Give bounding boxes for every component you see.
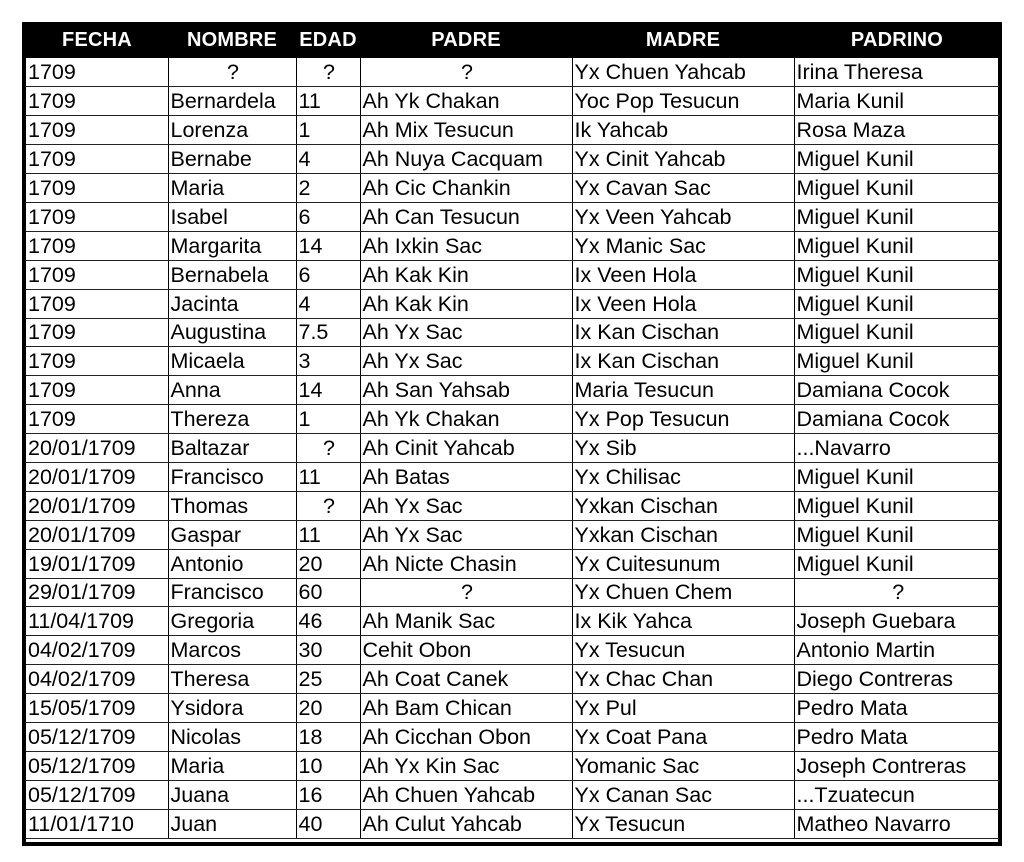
table-row xyxy=(26,549,1000,578)
cell-edad: 1 xyxy=(296,405,360,434)
cell-nombre: Augustina xyxy=(168,318,296,347)
cell-madre: Yx Coat Pana xyxy=(572,722,794,751)
cell-nombre: Bernabe xyxy=(168,145,296,174)
cell-padre: Ah Yx Sac xyxy=(360,491,572,520)
cell-edad: 6 xyxy=(296,202,360,231)
cell-fecha: 11/01/1710 xyxy=(26,809,168,838)
cell-padrino: Miguel Kunil xyxy=(794,289,1000,318)
cell-padrino: Matheo Navarro xyxy=(794,809,1000,838)
cell-padrino: Diego Contreras xyxy=(794,665,1000,694)
cell-nombre: Marcos xyxy=(168,636,296,665)
cell-edad: 16 xyxy=(296,780,360,809)
cell-padre: Ah Yx Sac xyxy=(360,318,572,347)
cell-padrino: Antonio Martin xyxy=(794,636,1000,665)
table-row xyxy=(26,665,1000,694)
header-row xyxy=(26,22,1000,58)
table-row xyxy=(26,116,1000,145)
cell-edad: 2 xyxy=(296,174,360,203)
cell-madre: Ix Veen Hola xyxy=(572,289,794,318)
cell-nombre: Thomas xyxy=(168,491,296,520)
cell-padrino: Rosa Maza xyxy=(794,116,1000,145)
table-row xyxy=(26,809,1000,838)
cell-padrino: Damiana Cocok xyxy=(794,405,1000,434)
cell-padrino: ...Navarro xyxy=(794,434,1000,463)
cell-madre: Yx Cuitesunum xyxy=(572,549,794,578)
cell-padre: Ah Culut Yahcab xyxy=(360,809,572,838)
cell-edad: 14 xyxy=(296,231,360,260)
table-row xyxy=(26,145,1000,174)
cell-madre: Yx Manic Sac xyxy=(572,231,794,260)
cell-padre: Ah Chuen Yahcab xyxy=(360,780,572,809)
cell-padre: Cehit Obon xyxy=(360,636,572,665)
cell-madre: Yx Pul xyxy=(572,694,794,723)
cell-padrino: ? xyxy=(794,578,1000,607)
cell-nombre: Nicolas xyxy=(168,722,296,751)
cell-madre: Yxkan Cischan xyxy=(572,520,794,549)
cell-fecha: 04/02/1709 xyxy=(26,636,168,665)
cell-padrino: Miguel Kunil xyxy=(794,231,1000,260)
cell-edad: 4 xyxy=(296,145,360,174)
table-row xyxy=(26,58,1000,87)
cell-fecha: 04/02/1709 xyxy=(26,665,168,694)
cell-edad: 7.5 xyxy=(296,318,360,347)
cell-fecha: 1709 xyxy=(26,174,168,203)
table-row xyxy=(26,694,1000,723)
cell-padre: Ah Coat Canek xyxy=(360,665,572,694)
cell-fecha: 1709 xyxy=(26,231,168,260)
cell-madre: Yx Cavan Sac xyxy=(572,174,794,203)
cell-madre: Ix Kik Yahca xyxy=(572,607,794,636)
cell-madre: Yx Veen Yahcab xyxy=(572,202,794,231)
cell-madre: Yx Cinit Yahcab xyxy=(572,145,794,174)
table-row xyxy=(26,318,1000,347)
cell-padrino: Miguel Kunil xyxy=(794,347,1000,376)
cell-padre: Ah San Yahsab xyxy=(360,376,572,405)
cell-fecha: 1709 xyxy=(26,202,168,231)
cell-padrino: Miguel Kunil xyxy=(794,145,1000,174)
cell-padre: Ah Manik Sac xyxy=(360,607,572,636)
table-header xyxy=(26,22,1000,58)
cell-nombre: Gaspar xyxy=(168,520,296,549)
cell-fecha: 05/12/1709 xyxy=(26,722,168,751)
cell-padrino: ...Tzuatecun xyxy=(794,780,1000,809)
table-row xyxy=(26,174,1000,203)
cell-madre: Yx Tesucun xyxy=(572,809,794,838)
cell-nombre: Francisco xyxy=(168,578,296,607)
cell-padrino: Miguel Kunil xyxy=(794,491,1000,520)
cell-fecha: 1709 xyxy=(26,405,168,434)
cell-fecha: 15/05/1709 xyxy=(26,694,168,723)
cell-padre: Ah Cic Chankin xyxy=(360,174,572,203)
cell-padre: Ah Yx Sac xyxy=(360,520,572,549)
cell-edad: 18 xyxy=(296,722,360,751)
cell-madre: Yx Chac Chan xyxy=(572,665,794,694)
cell-padrino: Joseph Contreras xyxy=(794,751,1000,780)
cell-edad: ? xyxy=(296,491,360,520)
table-row xyxy=(26,578,1000,607)
cell-padrino: Pedro Mata xyxy=(794,694,1000,723)
header-edad: EDAD xyxy=(299,28,357,51)
cell-fecha: 05/12/1709 xyxy=(26,780,168,809)
cell-nombre: Isabel xyxy=(168,202,296,231)
cell-padre: Ah Kak Kin xyxy=(360,289,572,318)
cell-nombre: Anna xyxy=(168,376,296,405)
cell-fecha: 1709 xyxy=(26,318,168,347)
cell-edad: 14 xyxy=(296,376,360,405)
table-row xyxy=(26,202,1000,231)
cell-fecha: 1709 xyxy=(26,58,168,87)
cell-padrino: Miguel Kunil xyxy=(794,462,1000,491)
table-row xyxy=(26,289,1000,318)
cell-edad: 20 xyxy=(296,549,360,578)
cell-fecha: 05/12/1709 xyxy=(26,751,168,780)
cell-edad: 40 xyxy=(296,809,360,838)
cell-madre: Maria Tesucun xyxy=(572,376,794,405)
cell-edad: 11 xyxy=(296,462,360,491)
cell-nombre: Antonio xyxy=(168,549,296,578)
table-row xyxy=(26,434,1000,463)
cell-madre: Yx Pop Tesucun xyxy=(572,405,794,434)
cell-nombre: Bernabela xyxy=(168,260,296,289)
cell-padrino: Miguel Kunil xyxy=(794,260,1000,289)
table-row xyxy=(26,751,1000,780)
cell-padrino: Irina Theresa xyxy=(794,58,1000,87)
header-madre: MADRE xyxy=(645,28,721,51)
table-body xyxy=(26,58,1000,838)
cell-padre: Ah Cicchan Obon xyxy=(360,722,572,751)
cell-nombre: Maria xyxy=(168,751,296,780)
cell-nombre: Ysidora xyxy=(168,694,296,723)
header-nombre: NOMBRE xyxy=(186,28,278,51)
cell-fecha: 20/01/1709 xyxy=(26,520,168,549)
table-row xyxy=(26,462,1000,491)
cell-fecha: 20/01/1709 xyxy=(26,491,168,520)
cell-nombre: ? xyxy=(168,58,296,87)
cell-madre: Ix Kan Cischan xyxy=(572,318,794,347)
cell-padre: Ah Can Tesucun xyxy=(360,202,572,231)
cell-fecha: 20/01/1709 xyxy=(26,462,168,491)
cell-fecha: 20/01/1709 xyxy=(26,434,168,463)
table-row xyxy=(26,491,1000,520)
table-row xyxy=(26,376,1000,405)
table-row xyxy=(26,607,1000,636)
cell-nombre: Baltazar xyxy=(168,434,296,463)
cell-padre: Ah Yk Chakan xyxy=(360,87,572,116)
cell-padrino: Maria Kunil xyxy=(794,87,1000,116)
table-row xyxy=(26,520,1000,549)
cell-edad: 46 xyxy=(296,607,360,636)
cell-padrino: Joseph Guebara xyxy=(794,607,1000,636)
cell-madre: Ix Veen Hola xyxy=(572,260,794,289)
cell-edad: ? xyxy=(296,434,360,463)
table-row xyxy=(26,722,1000,751)
cell-padre: Ah Mix Tesucun xyxy=(360,116,572,145)
cell-padre: Ah Nicte Chasin xyxy=(360,549,572,578)
table-row xyxy=(26,231,1000,260)
cell-nombre: Theresa xyxy=(168,665,296,694)
cell-padre: ? xyxy=(360,58,572,87)
table-row xyxy=(26,87,1000,116)
cell-padrino: Miguel Kunil xyxy=(794,549,1000,578)
cell-padrino: Miguel Kunil xyxy=(794,318,1000,347)
header-padre: PADRE xyxy=(431,28,501,51)
cell-madre: Ix Kan Cischan xyxy=(572,347,794,376)
cell-padrino: Miguel Kunil xyxy=(794,520,1000,549)
cell-edad: 11 xyxy=(296,520,360,549)
table-row xyxy=(26,405,1000,434)
cell-edad: 60 xyxy=(296,578,360,607)
cell-madre: Yomanic Sac xyxy=(572,751,794,780)
cell-nombre: Lorenza xyxy=(168,116,296,145)
cell-madre: Ik Yahcab xyxy=(572,116,794,145)
cell-edad: 4 xyxy=(296,289,360,318)
table-row xyxy=(26,636,1000,665)
cell-edad: ? xyxy=(296,58,360,87)
cell-fecha: 1709 xyxy=(26,87,168,116)
cell-nombre: Francisco xyxy=(168,462,296,491)
cell-nombre: Jacinta xyxy=(168,289,296,318)
cell-padre: Ah Cinit Yahcab xyxy=(360,434,572,463)
cell-edad: 20 xyxy=(296,694,360,723)
cell-padrino: Miguel Kunil xyxy=(794,202,1000,231)
cell-padre: ? xyxy=(360,578,572,607)
cell-edad: 11 xyxy=(296,87,360,116)
cell-fecha: 19/01/1709 xyxy=(26,549,168,578)
cell-padre: Ah Kak Kin xyxy=(360,260,572,289)
cell-madre: Yx Chuen Chem xyxy=(572,578,794,607)
cell-padre: Ah Yx Kin Sac xyxy=(360,751,572,780)
cell-padre: Ah Nuya Cacquam xyxy=(360,145,572,174)
cell-edad: 1 xyxy=(296,116,360,145)
cell-edad: 3 xyxy=(296,347,360,376)
cell-nombre: Micaela xyxy=(168,347,296,376)
cell-edad: 25 xyxy=(296,665,360,694)
cell-padrino: Damiana Cocok xyxy=(794,376,1000,405)
cell-nombre: Gregoria xyxy=(168,607,296,636)
cell-padre: Ah Yk Chakan xyxy=(360,405,572,434)
cell-edad: 30 xyxy=(296,636,360,665)
cell-padre: Ah Bam Chican xyxy=(360,694,572,723)
cell-edad: 6 xyxy=(296,260,360,289)
cell-fecha: 1709 xyxy=(26,347,168,376)
cell-nombre: Thereza xyxy=(168,405,296,434)
cell-nombre: Maria xyxy=(168,174,296,203)
cell-madre: Yxkan Cischan xyxy=(572,491,794,520)
baptism-records-table xyxy=(26,22,1000,839)
cell-madre: Yx Canan Sac xyxy=(572,780,794,809)
cell-fecha: 1709 xyxy=(26,289,168,318)
cell-fecha: 1709 xyxy=(26,145,168,174)
cell-madre: Yx Chilisac xyxy=(572,462,794,491)
cell-madre: Yx Sib xyxy=(572,434,794,463)
cell-nombre: Juan xyxy=(168,809,296,838)
cell-padre: Ah Ixkin Sac xyxy=(360,231,572,260)
cell-edad: 10 xyxy=(296,751,360,780)
cell-madre: Yx Chuen Yahcab xyxy=(572,58,794,87)
cell-nombre: Bernardela xyxy=(168,87,296,116)
cell-padre: Ah Batas xyxy=(360,462,572,491)
header-padrino: PADRINO xyxy=(850,28,944,51)
cell-fecha: 1709 xyxy=(26,260,168,289)
header-fecha: FECHA xyxy=(62,28,132,51)
cell-fecha: 1709 xyxy=(26,376,168,405)
cell-padrino: Miguel Kunil xyxy=(794,174,1000,203)
cell-madre: Yoc Pop Tesucun xyxy=(572,87,794,116)
cell-fecha: 1709 xyxy=(26,116,168,145)
table-row xyxy=(26,780,1000,809)
cell-madre: Yx Tesucun xyxy=(572,636,794,665)
table-row xyxy=(26,260,1000,289)
cell-fecha: 29/01/1709 xyxy=(26,578,168,607)
cell-fecha: 11/04/1709 xyxy=(26,607,168,636)
cell-nombre: Juana xyxy=(168,780,296,809)
table-row xyxy=(26,347,1000,376)
cell-padrino: Pedro Mata xyxy=(794,722,1000,751)
cell-padre: Ah Yx Sac xyxy=(360,347,572,376)
cell-nombre: Margarita xyxy=(168,231,296,260)
